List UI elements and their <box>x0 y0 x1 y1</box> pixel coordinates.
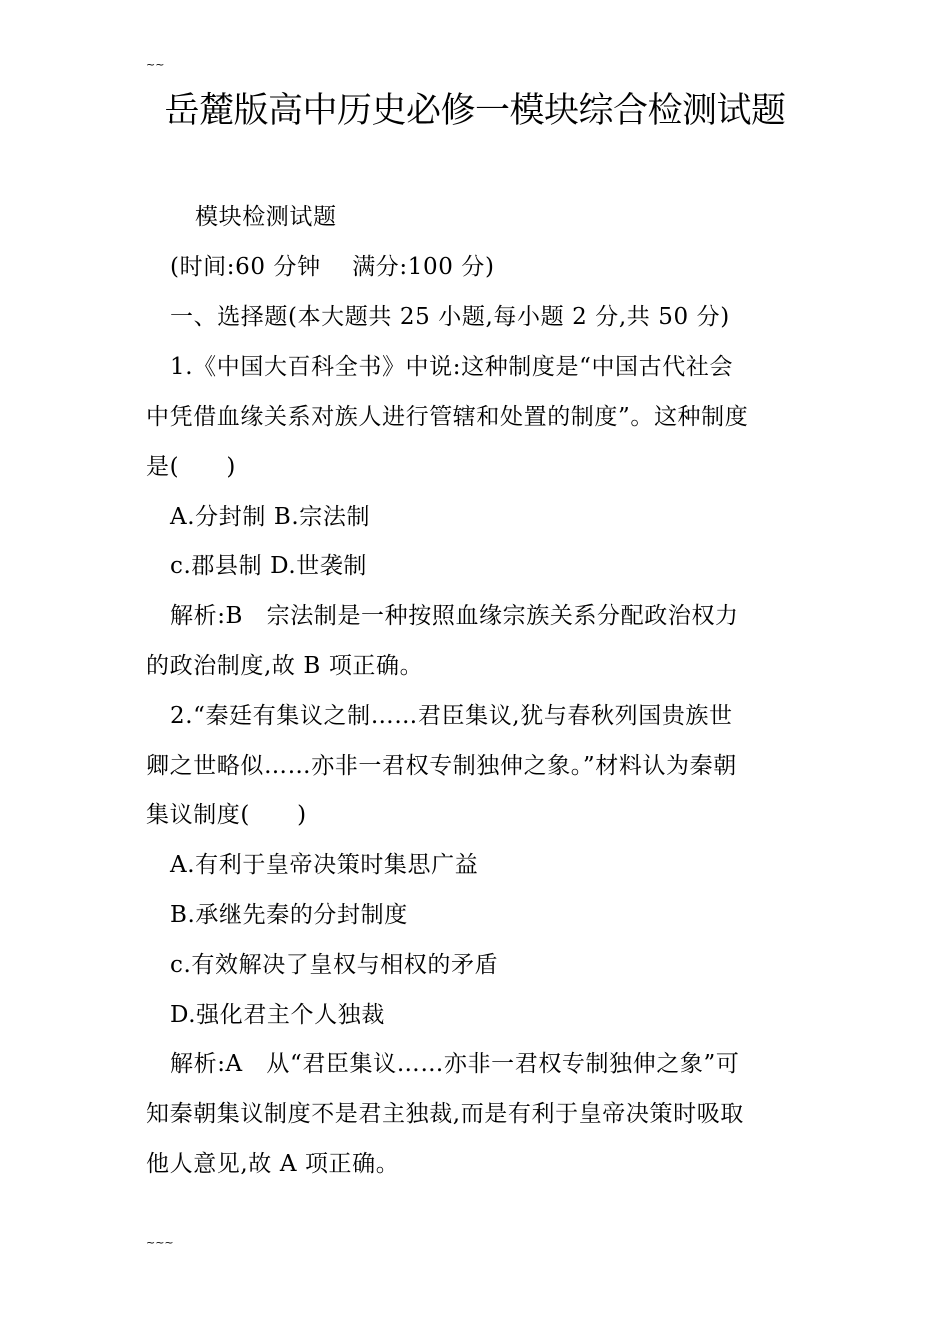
question-1-stem-line-2: 中凭借血缘关系对族人进行管辖和处置的制度”。这种制度 <box>146 404 749 430</box>
question-2-analysis-line-2: 知秦朝集议制度不是君主独裁,而是有利于皇帝决策时吸取 <box>146 1101 744 1127</box>
question-2-option-d: D.强化君主个人独裁 <box>170 1002 385 1028</box>
document-title: 岳麓版高中历史必修一模块综合检测试题 <box>164 91 786 131</box>
question-1-options-line-1: A.分封制 B.宗法制 <box>170 504 371 530</box>
question-1-analysis-line-2: 的政治制度,故 B 项正确。 <box>146 653 424 679</box>
question-2-stem-line-1: 2.“秦廷有集议之制……君臣集议,犹与春秋列国贵族世 <box>170 703 733 729</box>
time-info: (时间:60 分钟 满分:100 分) <box>170 254 495 280</box>
section-heading: 一、选择题(本大题共 25 小题,每小题 2 分,共 50 分) <box>170 304 730 330</box>
question-2-stem-line-3: 集议制度( ) <box>146 802 307 828</box>
question-2-analysis-line-3: 他人意见,故 A 项正确。 <box>146 1151 400 1177</box>
question-2-option-a: A.有利于皇帝决策时集思广益 <box>170 852 479 878</box>
question-1-stem-line-1: 1.《中国大百科全书》中说:这种制度是“中国古代社会 <box>170 354 734 380</box>
question-2-option-b: B.承继先秦的分封制度 <box>170 902 408 928</box>
question-1-options-line-2: c.郡县制 D.世袭制 <box>170 553 368 579</box>
page-footer-mark: ~~~ <box>146 1236 174 1249</box>
page-header-mark: ~~ <box>146 58 165 71</box>
question-2-stem-line-2: 卿之世略似……亦非一君权专制独伸之象。”材料认为秦朝 <box>146 753 737 779</box>
subtitle: 模块检测试题 <box>195 204 337 230</box>
question-1-stem-line-3: 是( ) <box>146 454 236 480</box>
question-1-analysis-line-1: 解析:B 宗法制是一种按照血缘宗族关系分配政治权力 <box>170 603 739 629</box>
question-2-analysis-line-1: 解析:A 从“君臣集议……亦非一君权专制独伸之象”可 <box>170 1051 740 1077</box>
question-2-option-c: c.有效解决了皇权与相权的矛盾 <box>170 952 499 978</box>
